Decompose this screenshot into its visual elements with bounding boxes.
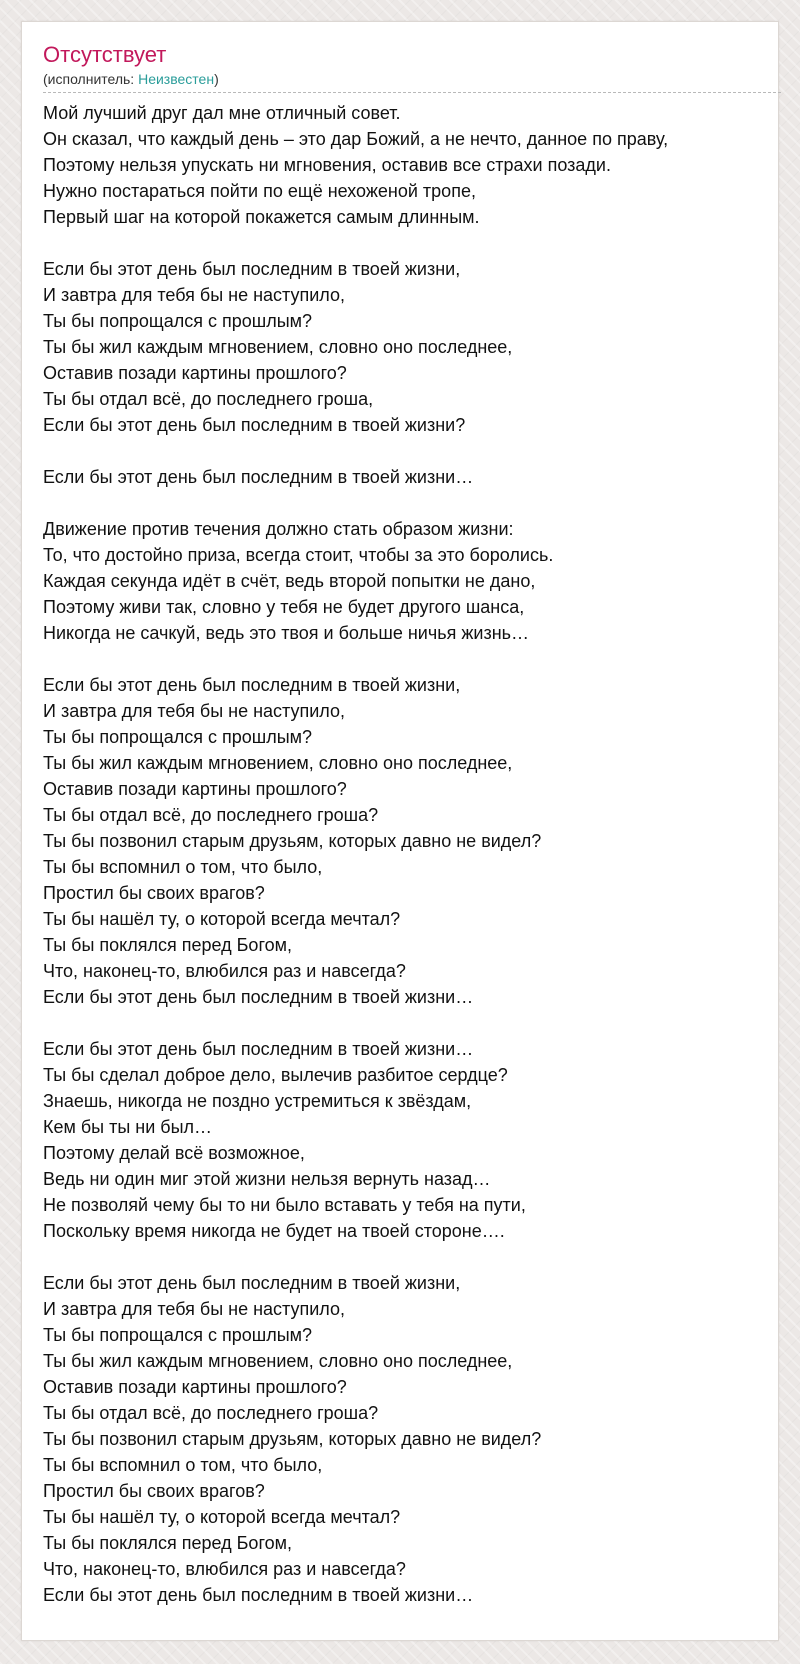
song-title: Отсутствует — [43, 42, 167, 67]
lyrics-line: Если бы этот день был последним в твоей жизни… — [43, 1039, 474, 1059]
lyrics-line: Первый шаг на которой покажется самым длинным. — [43, 207, 480, 227]
lyrics-text — [43, 100, 777, 1634]
lyrics-line: Если бы этот день был последним в твоей жизни, — [43, 1273, 461, 1293]
lyrics-stanza — [43, 516, 777, 646]
title-divider — [43, 92, 781, 93]
lyrics-line: Ты бы отдал всё, до последнего гроша, — [43, 389, 374, 409]
performer-suffix: ) — [214, 71, 219, 87]
lyrics-line: Поэтому делай всё возможное, — [43, 1143, 305, 1163]
lyrics-line: Кем бы ты ни был… — [43, 1117, 213, 1137]
lyrics-line: Оставив позади картины прошлого? — [43, 779, 347, 799]
lyrics-line: Простил бы своих врагов? — [43, 883, 265, 903]
lyrics-stanza — [43, 464, 777, 490]
lyrics-stanza — [43, 100, 777, 230]
lyrics-line: Ты бы вспомнил о том, что было, — [43, 857, 323, 877]
lyrics-line: Что, наконец-то, влюбился раз и навсегда? — [43, 1559, 406, 1579]
lyrics-line: Ты бы попрощался с прошлым? — [43, 1325, 313, 1345]
lyrics-line: И завтра для тебя бы не наступило, — [43, 1299, 346, 1319]
lyrics-line: Ты бы позвонил старым друзьям, которых давно не видел? — [43, 1429, 542, 1449]
lyrics-line: Оставив позади картины прошлого? — [43, 1377, 347, 1397]
lyrics-line: Ты бы попрощался с прошлым? — [43, 727, 313, 747]
lyrics-line: Поэтому живи так, словно у тебя не будет другого шанса, — [43, 597, 525, 617]
lyrics-line: Если бы этот день был последним в твоей жизни, — [43, 259, 461, 279]
lyrics-line: Оставив позади картины прошлого? — [43, 363, 347, 383]
lyrics-line: Никогда не сачкуй, ведь это твоя и больше ничья жизнь… — [43, 623, 530, 643]
lyrics-line: Ты бы нашёл ту, о которой всегда мечтал? — [43, 1507, 401, 1527]
lyrics-line: Ты бы отдал всё, до последнего гроша? — [43, 1403, 379, 1423]
lyrics-line: Нужно постараться пойти по ещё нехоженой тропе, — [43, 181, 476, 201]
lyrics-card — [21, 21, 779, 1641]
lyrics-stanza — [43, 1036, 777, 1244]
lyrics-line: Знаешь, никогда не поздно устремиться к звёздам, — [43, 1091, 472, 1111]
lyrics-line: И завтра для тебя бы не наступило, — [43, 285, 346, 305]
lyrics-line: Ты бы попрощался с прошлым? — [43, 311, 313, 331]
lyrics-stanza — [43, 1270, 777, 1608]
performer-line — [43, 70, 219, 88]
lyrics-line: Что, наконец-то, влюбился раз и навсегда? — [43, 961, 406, 981]
lyrics-line: Движение против течения должно стать образом жизни: — [43, 519, 514, 539]
lyrics-line: Поскольку время никогда не будет на твоей стороне…. — [43, 1221, 505, 1241]
lyrics-stanza — [43, 256, 777, 438]
lyrics-line: Ты бы поклялся перед Богом, — [43, 1533, 292, 1553]
lyrics-line: Ты бы отдал всё, до последнего гроша? — [43, 805, 379, 825]
lyrics-line: Ты бы сделал доброе дело, вылечив разбитое сердце? — [43, 1065, 508, 1085]
lyrics-line: Ведь ни один миг этой жизни нельзя вернуть назад… — [43, 1169, 491, 1189]
lyrics-line: Он сказал, что каждый день – это дар Божий, а не нечто, данное по праву, — [43, 129, 669, 149]
lyrics-line: Простил бы своих врагов? — [43, 1481, 265, 1501]
lyrics-line: Ты бы жил каждым мгновением, словно оно последнее, — [43, 337, 513, 357]
lyrics-line: Ты бы позвонил старым друзьям, которых давно не видел? — [43, 831, 542, 851]
lyrics-line: Не позволяй чему бы то ни было вставать у тебя на пути, — [43, 1195, 526, 1215]
lyrics-line: Если бы этот день был последним в твоей жизни… — [43, 467, 474, 487]
performer-prefix: (исполнитель: — [43, 71, 139, 87]
lyrics-line: Ты бы нашёл ту, о которой всегда мечтал? — [43, 909, 401, 929]
lyrics-line: Если бы этот день был последним в твоей жизни… — [43, 987, 474, 1007]
performer-link[interactable]: Неизвестен — [138, 71, 215, 87]
lyrics-line: И завтра для тебя бы не наступило, — [43, 701, 346, 721]
lyrics-line: Ты бы поклялся перед Богом, — [43, 935, 292, 955]
lyrics-line: Ты бы жил каждым мгновением, словно оно последнее, — [43, 1351, 513, 1371]
lyrics-line: Ты бы жил каждым мгновением, словно оно последнее, — [43, 753, 513, 773]
lyrics-line: Если бы этот день был последним в твоей жизни… — [43, 1585, 474, 1605]
lyrics-line: Ты бы вспомнил о том, что было, — [43, 1455, 323, 1475]
lyrics-line: Поэтому нельзя упускать ни мгновения, оставив все страхи позади. — [43, 155, 611, 175]
lyrics-line: Если бы этот день был последним в твоей жизни, — [43, 675, 461, 695]
lyrics-line: То, что достойно приза, всегда стоит, чтобы за это боролись. — [43, 545, 554, 565]
lyrics-line: Мой лучший друг дал мне отличный совет. — [43, 103, 401, 123]
lyrics-stanza — [43, 672, 777, 1010]
lyrics-line: Если бы этот день был последним в твоей жизни? — [43, 415, 466, 435]
lyrics-line: Каждая секунда идёт в счёт, ведь второй попытки не дано, — [43, 571, 536, 591]
